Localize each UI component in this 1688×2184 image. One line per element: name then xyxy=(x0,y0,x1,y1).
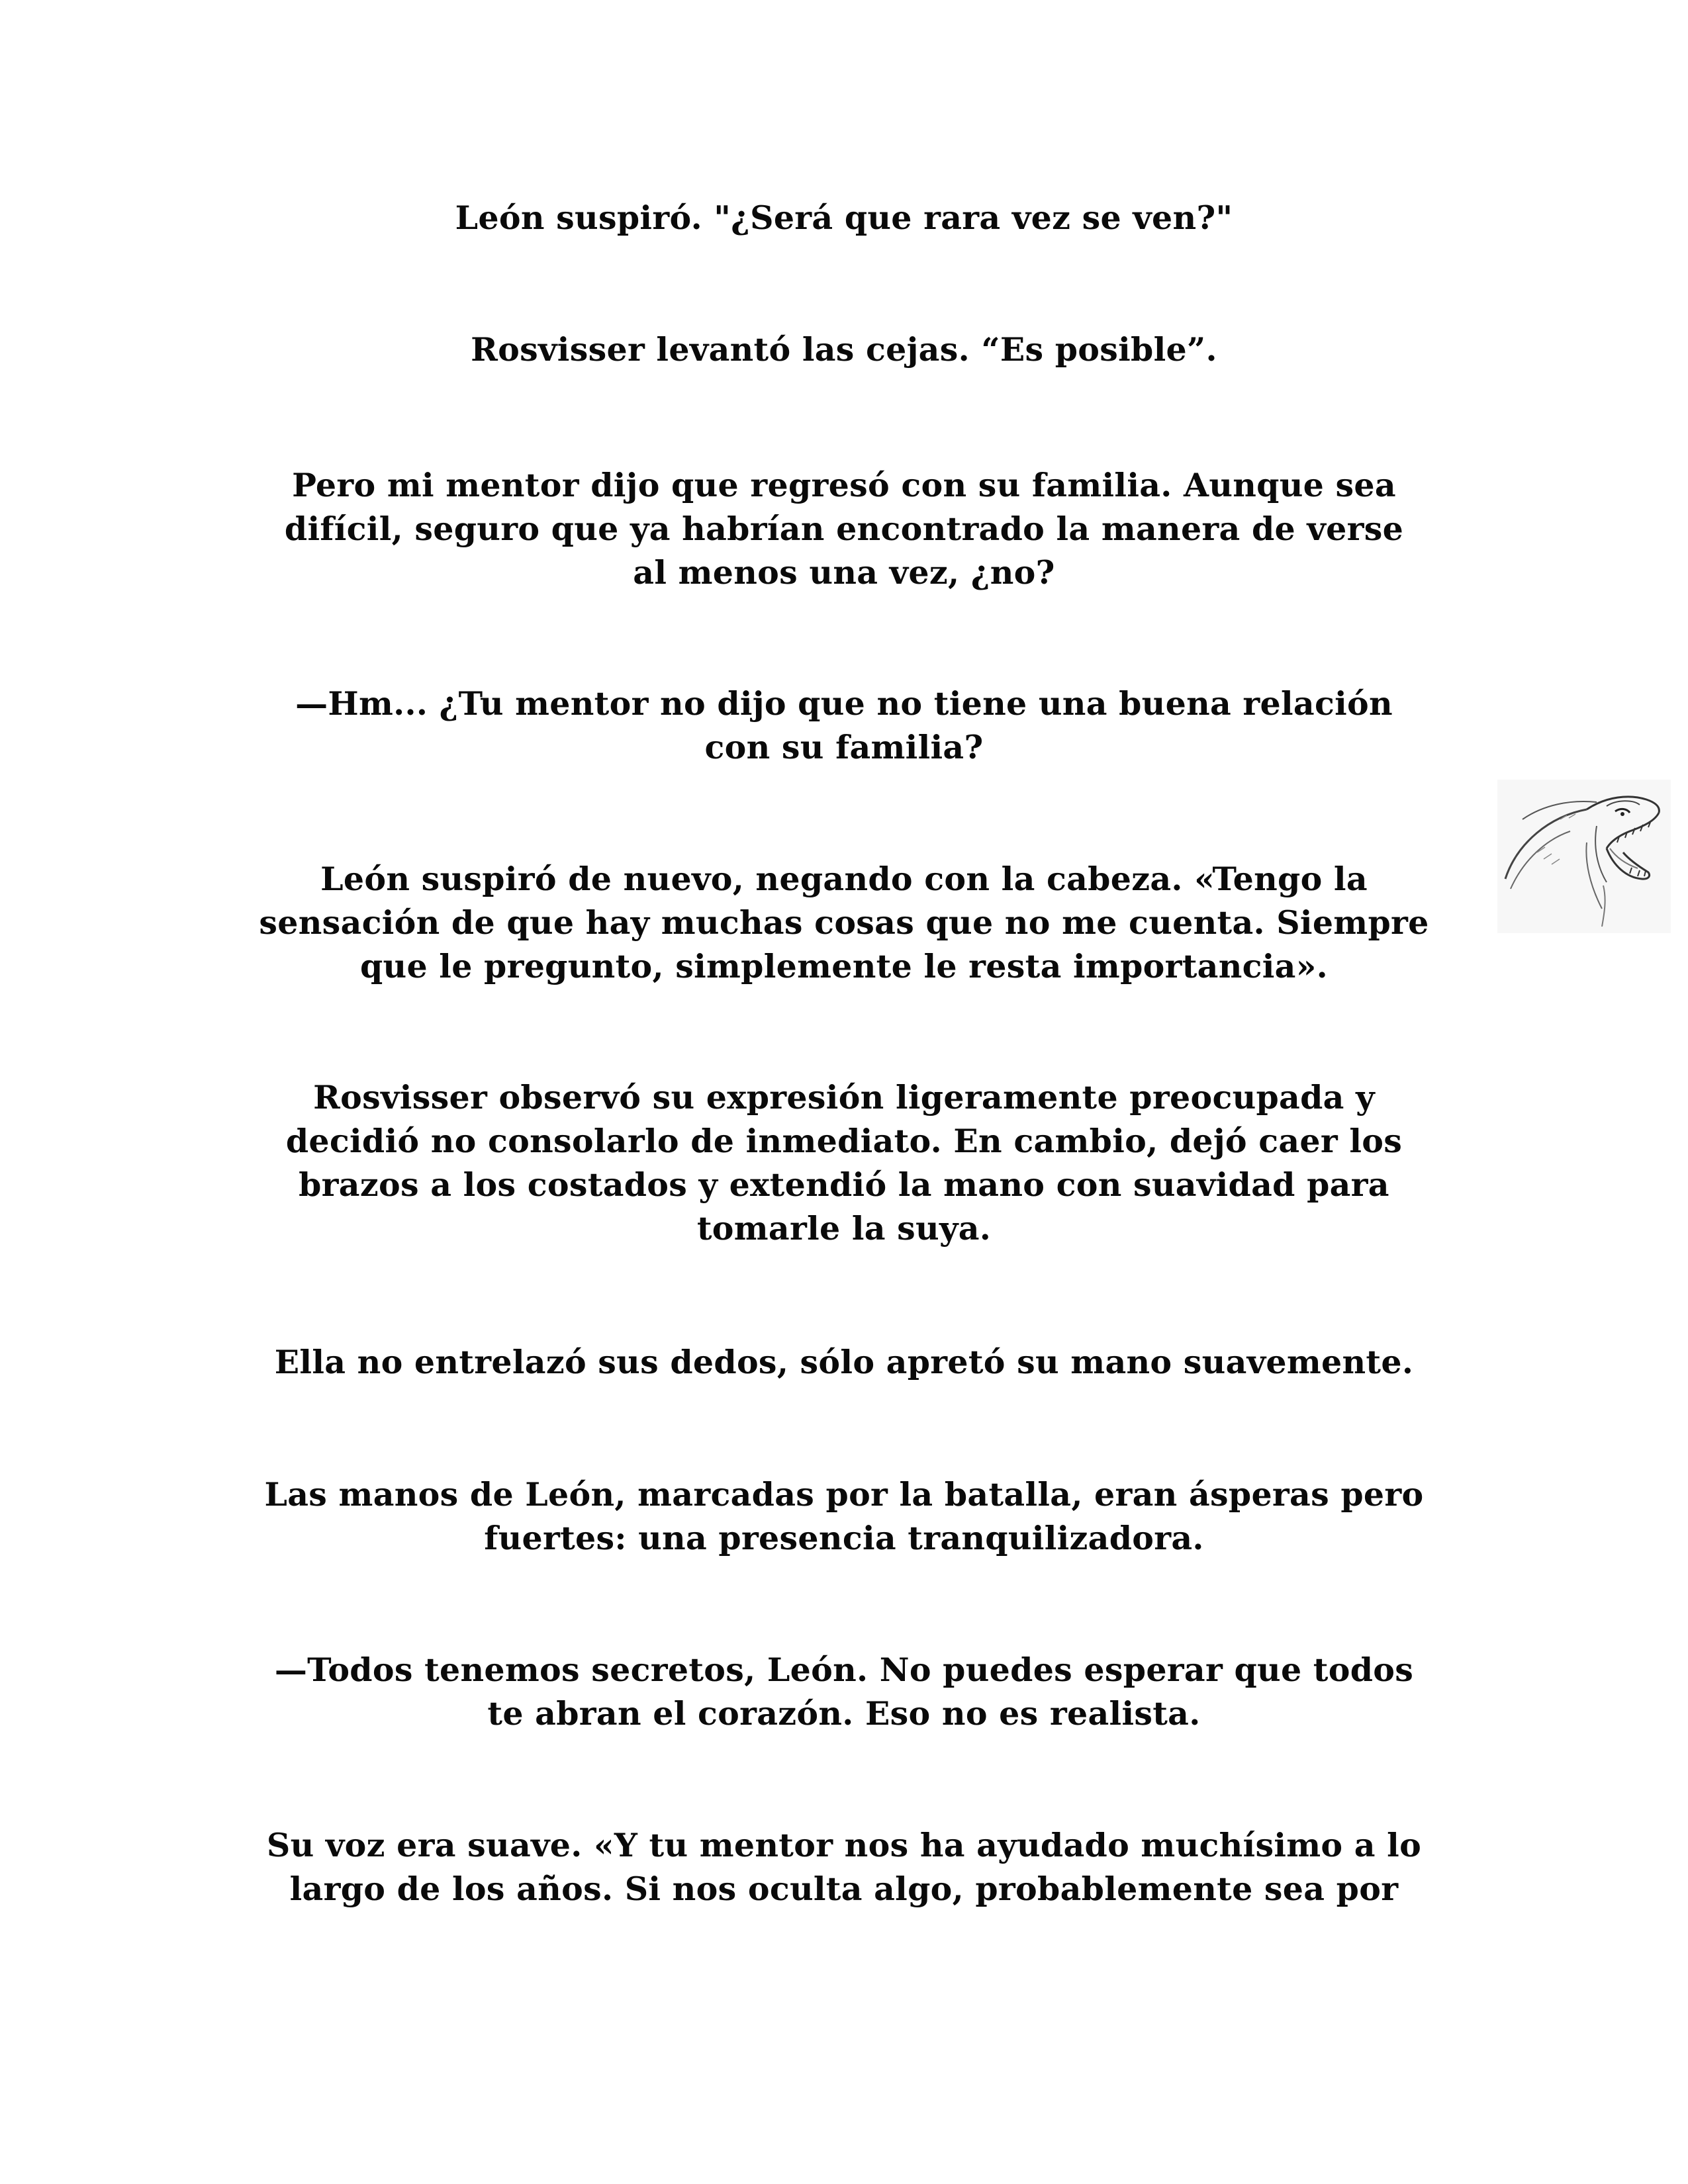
paragraph-1 xyxy=(199,196,1489,240)
paragraph-2 xyxy=(199,328,1489,371)
text-line: difícil, seguro que ya habrían encontrado la manera de verse xyxy=(284,510,1404,548)
text-line: —Todos tenemos secretos, León. No puedes esperar que todos xyxy=(274,1651,1414,1689)
text-line: Rosvisser observó su expresión ligeramente preocupada y xyxy=(313,1078,1375,1116)
paragraph-9 xyxy=(199,1648,1489,1735)
text-line: con su familia? xyxy=(704,728,984,766)
text-line: fuertes: una presencia tranquilizadora. xyxy=(484,1519,1204,1557)
text-line: largo de los años. Si nos oculta algo, probablemente sea por xyxy=(289,1870,1399,1908)
paragraph-8 xyxy=(199,1473,1489,1560)
text-line: brazos a los costados y extendió la mano con suavidad para xyxy=(299,1165,1389,1204)
paragraph-4 xyxy=(199,682,1489,769)
text-line: sensación de que hay muchas cosas que no me cuenta. Siempre xyxy=(259,903,1429,942)
text-line: al menos una vez, ¿no? xyxy=(633,553,1055,592)
text-line: León suspiró de nuevo, negando con la cabeza. «Tengo la xyxy=(320,860,1368,898)
text-line: Pero mi mentor dijo que regresó con su familia. Aunque sea xyxy=(292,466,1396,504)
dinosaur-head-sketch-icon xyxy=(1497,780,1671,933)
text-line: Ella no entrelazó sus dedos, sólo apretó su mano suavemente. xyxy=(274,1343,1414,1381)
paragraph-5 xyxy=(199,857,1489,988)
text-line: —Hm... ¿Tu mentor no dijo que no tiene una buena relación xyxy=(295,684,1393,723)
text-line: Rosvisser levantó las cejas. “Es posible”. xyxy=(471,330,1217,369)
paragraph-3 xyxy=(199,463,1489,594)
paragraph-7 xyxy=(199,1340,1489,1384)
text-line: Su voz era suave. «Y tu mentor nos ha ayudado muchísimo a lo xyxy=(266,1826,1422,1864)
text-line: Las manos de León, marcadas por la batalla, eran ásperas pero xyxy=(264,1475,1424,1514)
text-line: decidió no consolarlo de inmediato. En cambio, dejó caer los xyxy=(285,1122,1403,1160)
text-line: tomarle la suya. xyxy=(696,1209,992,1248)
paragraph-6 xyxy=(199,1075,1489,1250)
text-line: que le pregunto, simplemente le resta importancia». xyxy=(359,947,1329,985)
paragraph-10 xyxy=(199,1823,1489,1911)
text-line: te abran el corazón. Eso no es realista. xyxy=(487,1694,1201,1733)
text-line: León suspiró. "¿Será que rara vez se ven?" xyxy=(455,199,1233,237)
